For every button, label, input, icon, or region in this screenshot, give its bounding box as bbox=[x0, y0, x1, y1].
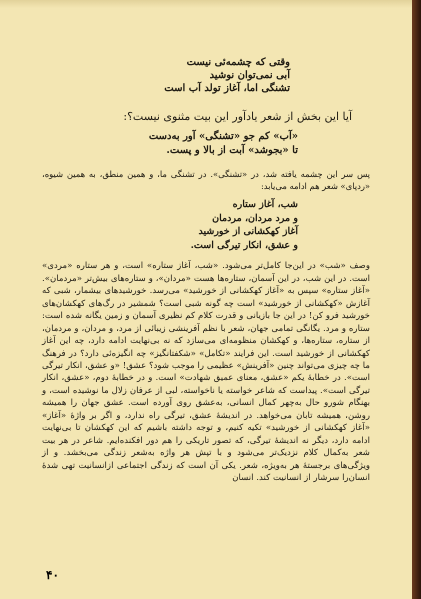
question-line: آیا این بخش از شعر یادآور این بیت مثنوی نیست؟: bbox=[123, 110, 352, 123]
book-edge bbox=[412, 0, 421, 599]
couplet-line: «آب» کم جو «تشنگی» آور به‌دست bbox=[148, 131, 298, 142]
body-paragraph: وصف «شب» در این‌جا کامل‌تر می‌شود. «شب، آغاز ستاره» است، و هر ستاره «مردی» است. در این شب، در این آسمان، ستاره‌ها هست «مردان»، و ستاره‌های بیش‌تر «مردمان». «آغاز ستاره» سپس به «آغاز کهکشانی از خورشید» می‌رسد. خورشیدهای بیشمار، شبی که آغازش «کهکشانی از خورشید» است چه گونه شبی است؟ شمشیر در رگ‌های کهکشان‌های خورشید فرو کن! در این جا بازیانی و قدرت کلام کم نظیری آسمان و زمین یگانه شده است: ستاره و مرد. یگانگی تمامی جهان، شعر با نظم آفرینشی زیبائی از مرد، و مردان، و مردمان، از ستاره، ستاره‌ها، و کهکشان منظومه‌ای می‌سازد که نه بی‌نهایت ادامه دارد، چه این آغاز کهکشانی از خورشید است. این فرایند «تکامل» «شکفتانگیز» چه انگیزه‌ئی دارد؟ در فرهنگ ما چه چیزی می‌تواند چنین «آفرینش» عظیمی را موجب شود؟ عشق! «و عشق، انکار تیرگی است». در خطابهٔ یکم «عشق، معنای عمیق شهادت» است. و در خطابهٔ دوم، «عشق، انکار تیرگی است». پیداست که شاعر خواسته یا ناخواسته، لبی از عرفان زلال ما نوشیده است، و بهنگام شورو حال به‌چهر کمال انسانی، به‌عشق روی آورده است. عشق جهان را همیشه روشن، همیشه تابان می‌خواهد. در اندیشهٔ عشق، تیرگی راه ندارد، و اگر بر واژهٔ «آغاز» «آغاز کهکشانی از خورشید» تکیه کنیم، و توجه داشته باشیم که این کهکشان تا بی‌نهایت ادامه دارد، دیگر نه اندیشهٔ تیرگی، که تصور تاریکی را هم دور افکنده‌ایم. شاعر در هر بیت شعر به‌کمال کلام نزدیک‌تر می‌شود و با تپش هر واژه به‌شعر زندگی می‌بخشد. و از ویژگی‌های برجستهٔ هر به‌ویژه، شعر. یکی آن است که زندگی اجتماعی ازانسانیت تهی شدهٔ انسان‌را سرشار از انسانیت کند. انسان bbox=[42, 261, 370, 484]
poem-line: آغاز کهکشانی از خورشید bbox=[198, 226, 298, 238]
page-number: ۴۰ bbox=[46, 568, 59, 582]
masnavi-couplet bbox=[42, 130, 370, 158]
opening-verse-line: تشنگی اما، آغاز تولد آب است bbox=[164, 83, 290, 94]
opening-verse-line: وقتی که چشمه‌ئی نیست bbox=[186, 57, 290, 68]
poem-line: شب، آغاز ستاره bbox=[232, 199, 298, 211]
poem-line: و عشق، انکار تیرگی است. bbox=[190, 239, 298, 251]
opening-verse-line: آبی نمی‌توان نوشید bbox=[209, 70, 290, 81]
intro-paragraph: پس سر این چشمه یافته شد، در «تشنگی». در تشنگی ما، و همین منطق، به همین شیوه، «ردپای» شعر هم ادامه می‌یابد: bbox=[42, 169, 370, 192]
poem-line: و مرد مردان، مردمان bbox=[212, 212, 298, 224]
poem-excerpt bbox=[42, 198, 370, 252]
page-fold-shadow bbox=[0, 0, 412, 8]
couplet-line: تا «بجوشد» آبت از بالا و پست. bbox=[166, 145, 298, 156]
opening-verse bbox=[42, 56, 370, 95]
